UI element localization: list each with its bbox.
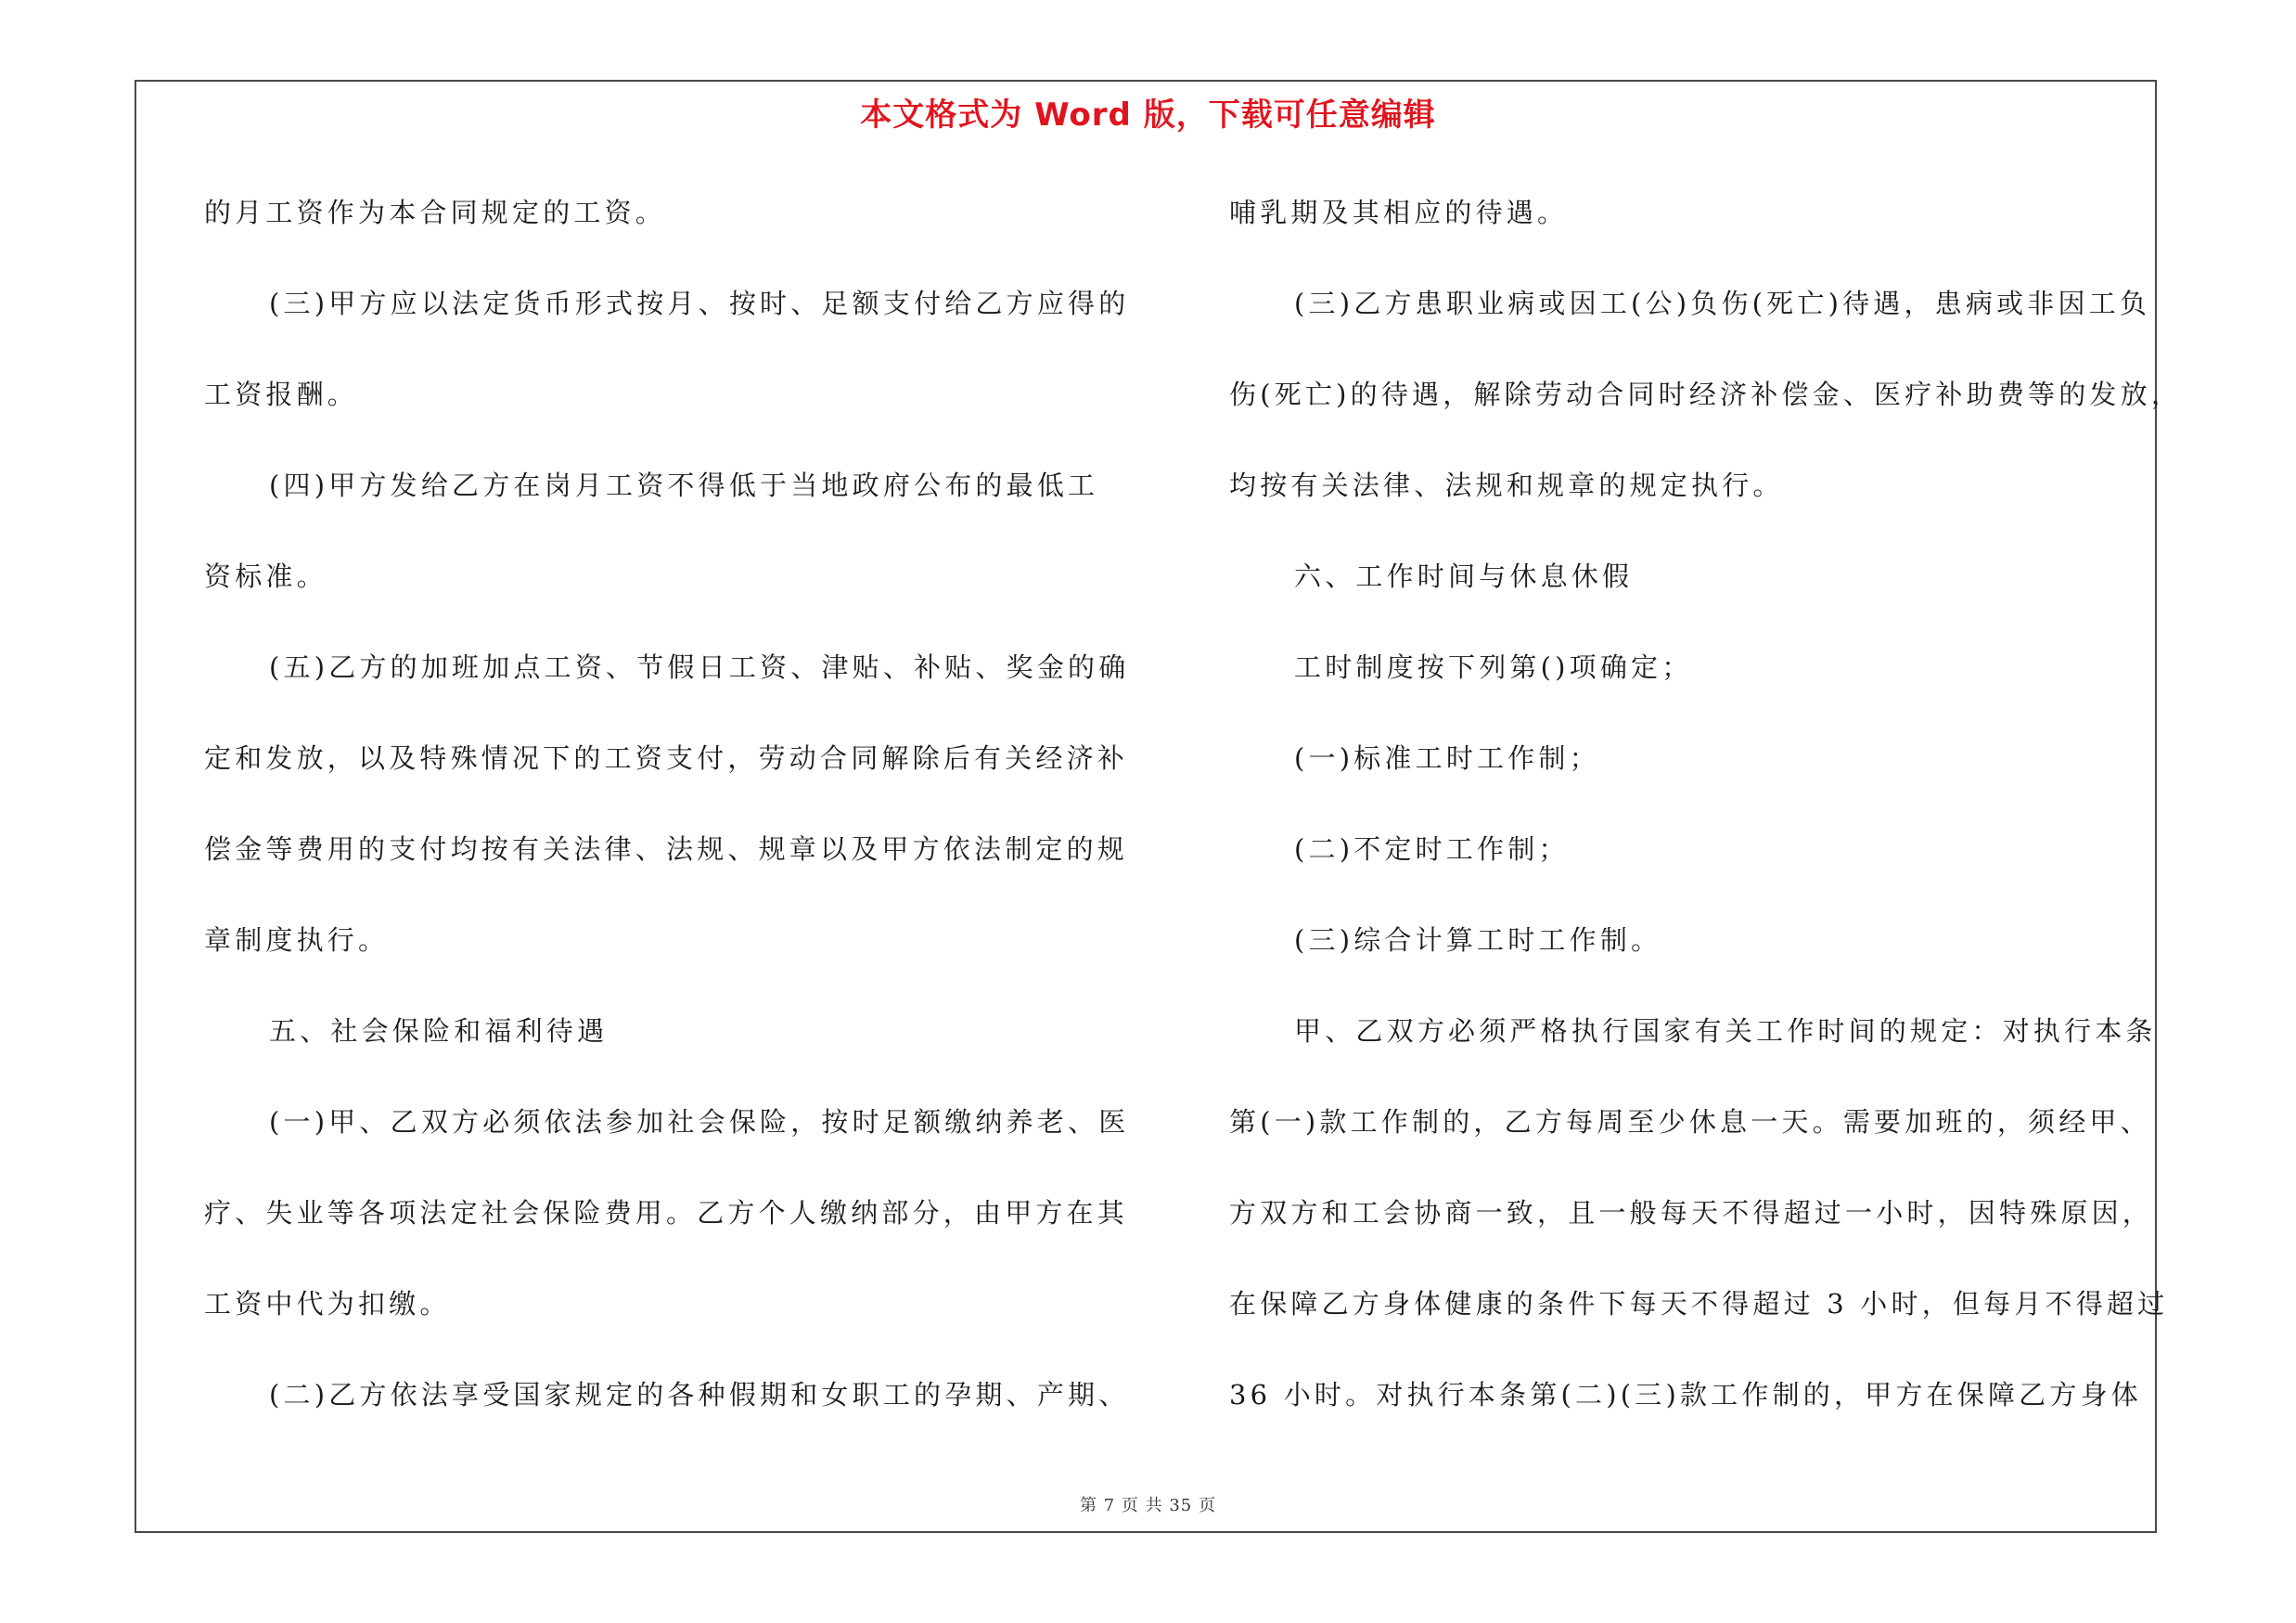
text-line: (一)甲、乙双方必须依法参加社会保险，按时足额缴纳养老、医 [269, 1106, 1130, 1138]
text-line: (一)标准工时工作制； [1294, 742, 1600, 774]
text-line: 五、社会保险和福利待遇 [269, 1015, 609, 1047]
left-text-column [204, 181, 1132, 1454]
text-line: (五)乙方的加班加点工资、节假日工资、津贴、补贴、奖金的确 [269, 651, 1130, 683]
text-line: 偿金等费用的支付均按有关法律、法规、规章以及甲方依法制定的规 [204, 833, 1129, 865]
text-line: 定和发放，以及特殊情况下的工资支付，劳动合同解除后有关经济补 [204, 742, 1129, 774]
text-line: 资标准。 [204, 560, 327, 592]
text-line: 均按有关法律、法规和规章的规定执行。 [1229, 470, 1784, 501]
text-line: (二)不定时工作制； [1294, 833, 1570, 865]
text-line: 哺乳期及其相应的待遇。 [1229, 197, 1569, 228]
text-line: 六、工作时间与休息休假 [1294, 560, 1634, 592]
text-line: (三)乙方患职业病或因工(公)负伤(死亡)待遇，患病或非因工负 [1294, 288, 2151, 319]
text-line: 方双方和工会协商一致，且一般每天不得超过一小时，因特殊原因， [1229, 1197, 2154, 1229]
text-line: 第(一)款工作制的，乙方每周至少休息一天。需要加班的，须经甲、 [1229, 1106, 2151, 1138]
text-line: 疗、失业等各项法定社会保险费用。乙方个人缴纳部分，由甲方在其 [204, 1197, 1129, 1229]
text-line: 章制度执行。 [204, 924, 390, 956]
text-line: 36 小时。对执行本条第(二)(三)款工作制的，甲方在保障乙方身体 [1229, 1379, 2142, 1410]
text-line: (四)甲方发给乙方在岗月工资不得低于当地政府公布的最低工 [269, 470, 1099, 501]
text-line: 工资报酬。 [204, 379, 359, 410]
text-line: (三)综合计算工时工作制。 [1294, 924, 1662, 956]
text-line: (二)乙方依法享受国家规定的各种假期和女职工的孕期、产期、 [269, 1379, 1130, 1410]
text-line: 甲、乙双方必须严格执行国家有关工作时间的规定：对执行本条 [1294, 1015, 2157, 1047]
page-number-footer: 第 7 页 共 35 页 [1080, 1496, 1216, 1515]
text-line: 伤(死亡)的待遇，解除劳动合同时经济补偿金、医疗补助费等的发放， [1229, 379, 2183, 410]
text-line: 工资中代为扣缴。 [204, 1288, 451, 1320]
text-line: 的月工资作为本合同规定的工资。 [204, 197, 667, 228]
text-line: 工时制度按下列第()项确定； [1294, 651, 1693, 683]
text-line: (三)甲方应以法定货币形式按月、按时、足额支付给乙方应得的 [269, 288, 1130, 319]
text-line: 在保障乙方身体健康的条件下每天不得超过 3 小时，但每月不得超过 [1229, 1288, 2169, 1320]
word-format-banner: 本文格式为 Word 版，下载可任意编辑 [860, 97, 1436, 134]
right-text-column [1229, 181, 2183, 1454]
